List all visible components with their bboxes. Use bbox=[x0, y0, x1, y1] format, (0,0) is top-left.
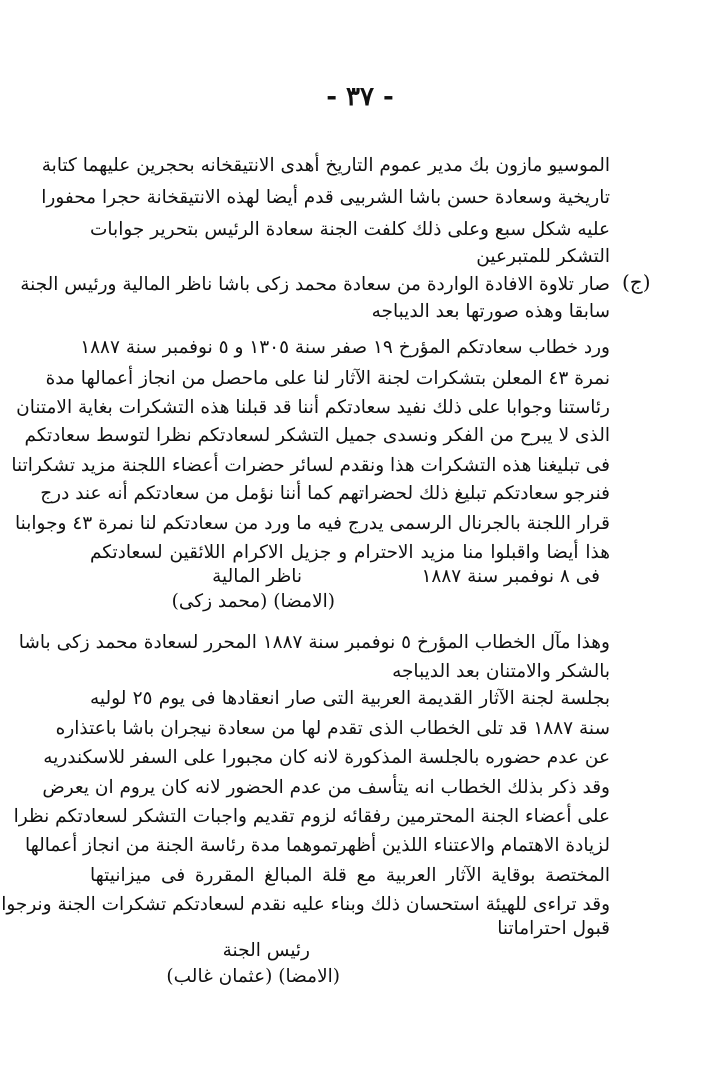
letter-2-line: وقد ذكر بذلك الخطاب انه يتأسف من عدم الحضور لانه كان يروم ان يعرض bbox=[42, 777, 610, 798]
letter-1-line: قرار اللجنة بالجرنال الرسمى يدرج فيه ما ورد من سعادتكم لنا نمرة ٤٣ وجوابنا bbox=[15, 513, 610, 534]
paragraph-1-line: التشكر للمتبرعين bbox=[476, 246, 610, 267]
letter-2-line: قبول احتراماتنا bbox=[497, 918, 610, 939]
signature-1-name: (الامضا) (محمد زكى) bbox=[171, 591, 335, 612]
paragraph-3-line: بالشكر والامتنان بعد الديباجه bbox=[392, 661, 610, 682]
letter-2-line: المختصة بوقاية الآثار العربية مع قلة المبالغ المقررة فى ميزانيتها bbox=[90, 865, 610, 886]
paragraph-2-line: سابقا وهذه صورتها بعد الديباجه bbox=[371, 301, 610, 322]
letter-2-line: على أعضاء الجنة المحترمين رفقائه لزوم تقديم واجبات التشكر لسعادتكم نظرا bbox=[13, 806, 610, 827]
section-marker: (ج) bbox=[622, 270, 651, 294]
signature-1-title: ناظر المالية bbox=[212, 566, 302, 587]
letter-2-line: لزيادة الاهتمام والاعتناء اللذين أظهرتموهما مدة رئاسة الجنة من انجاز أعمالها bbox=[24, 835, 610, 856]
letter-1-line: رئاستنا وجوابا على ذلك نفيد سعادتكم أننا قد قبلنا هذه التشكرات بغاية الامتنان bbox=[16, 397, 610, 418]
letter-1-line: ورد خطاب سعادتكم المؤرخ ١٩ صفر سنة ١٣٠٥ و ٥ نوفمبر سنة ١٨٨٧ bbox=[80, 337, 610, 358]
signature-1-date: فى ٨ نوفمبر سنة ١٨٨٧ bbox=[421, 566, 600, 587]
letter-1-line: فنرجو سعادتكم تبليغ ذلك لحضراتهم كما أننا نؤمل من سعادتكم أنه عند درج bbox=[40, 483, 610, 504]
letter-1-line: فى تبليغنا هذه التشكرات هذا ونقدم لسائر حضرات أعضاء اللجنة مزيد تشكراتنا bbox=[11, 455, 610, 476]
letter-2-line: سنة ١٨٨٧ قد تلى الخطاب الذى تقدم لها من سعادة نيجران باشا باعتذاره bbox=[55, 718, 610, 739]
letter-1-line: هذا أيضا واقبلوا منا مزيد الاحترام و جزيل الاكرام اللائقين لسعادتكم bbox=[90, 542, 610, 563]
paragraph-1-line: الموسيو مازون بك مدير عموم التاريخ أهدى الانتيقخانه بحجرين عليهما كتابة bbox=[41, 155, 610, 176]
paragraph-2-line: صار تلاوة الافادة الواردة من سعادة محمد زكى باشا ناظر المالية ورئيس الجنة bbox=[20, 274, 610, 295]
letter-2-line: وقد تراءى للهيئة استحسان ذلك وبناء عليه نقدم لسعادتكم تشكرات الجنة ونرجوا bbox=[1, 894, 610, 915]
signature-2-name: (الامضا) (عثمان غالب) bbox=[166, 966, 340, 987]
page-number: - ٣٧ - bbox=[326, 82, 394, 112]
paragraph-1-line: تاريخية وسعادة حسن باشا الشربيى قدم أيضا لهذه الانتيقخانة حجرا محفورا bbox=[41, 187, 610, 208]
paragraph-1-line: عليه شكل سبع وعلى ذلك كلفت الجنة سعادة الرئيس بتحرير جوابات bbox=[90, 219, 610, 240]
paragraph-3-line: وهذا مآل الخطاب المؤرخ ٥ نوفمبر سنة ١٨٨٧ المحرر لسعادة محمد زكى باشا bbox=[18, 632, 610, 653]
letter-1-line: الذى لا يبرح من الفكر ونسدى جميل التشكر لسعادتكم نظرا لتوسط سعادتكم bbox=[24, 425, 610, 446]
letter-2-line: بجلسة لجنة الآثار القديمة العربية التى صار انعقادها فى يوم ٢٥ لوليه bbox=[90, 688, 610, 709]
letter-2-line: عن عدم حضوره بالجلسة المذكورة لانه كان مجبورا على السفر للاسكندريه bbox=[43, 747, 610, 768]
signature-2-title: رئيس الجنة bbox=[222, 940, 310, 961]
letter-1-line: نمرة ٤٣ المعلن بتشكرات لجنة الآثار لنا على ماحصل من انجاز أعمالها مدة bbox=[45, 368, 610, 389]
